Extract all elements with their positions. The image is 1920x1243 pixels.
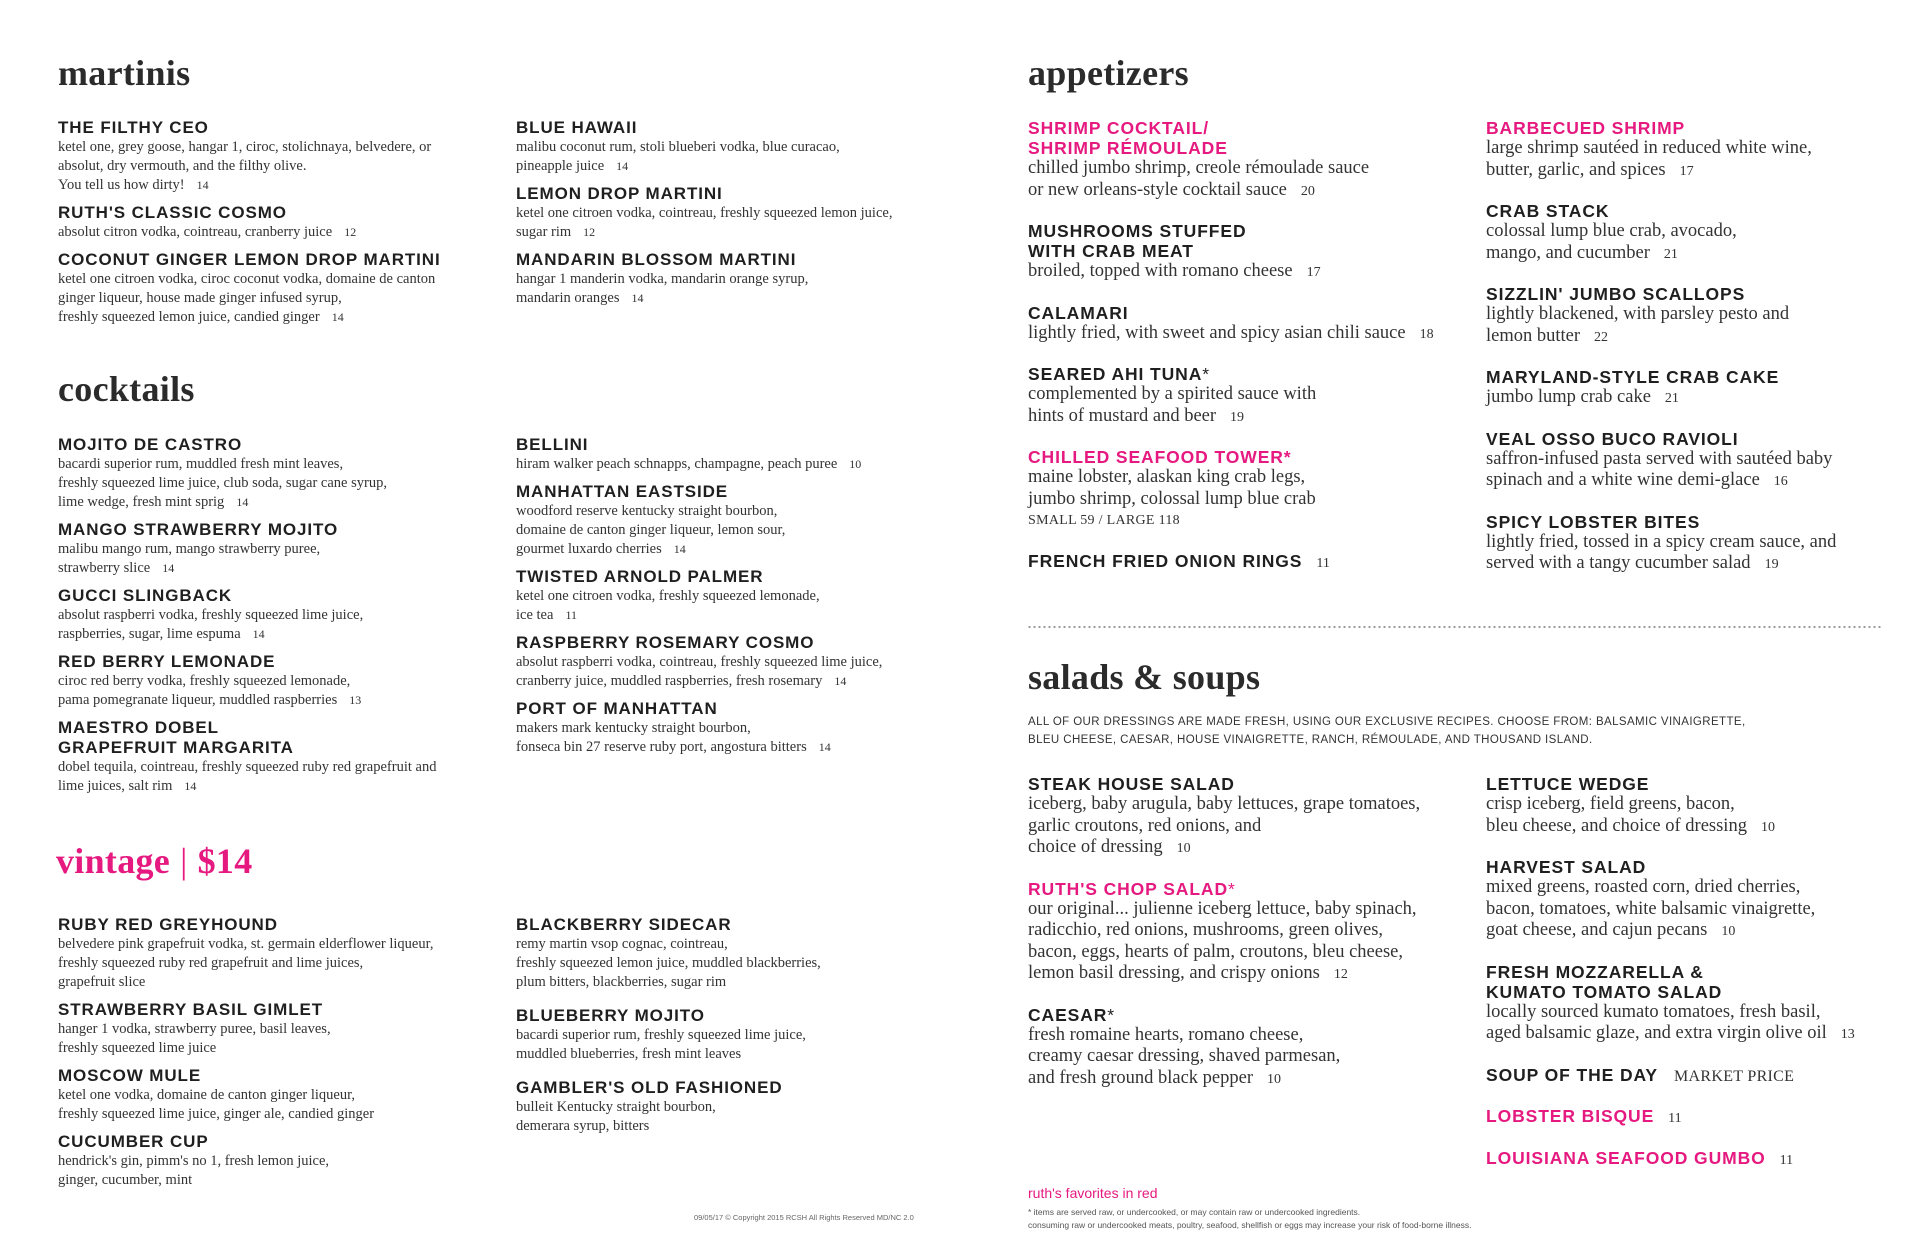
item-price: 17 xyxy=(1679,163,1694,179)
item-description-text: absolut citron vodka, cointreau, cranberry juice xyxy=(58,224,333,240)
menu-item xyxy=(1486,284,1886,348)
item-price: 20 xyxy=(1300,183,1315,199)
item-price: 13 xyxy=(349,693,362,707)
menu-item xyxy=(516,435,956,474)
menu-item xyxy=(516,184,956,242)
menu-item xyxy=(516,482,956,559)
item-description xyxy=(516,502,956,559)
vintage-separator: | xyxy=(180,841,188,881)
item-price: 13 xyxy=(1840,1027,1855,1042)
item-description xyxy=(1028,899,1468,986)
item-name xyxy=(58,1132,498,1152)
item-name xyxy=(516,184,956,204)
item-name xyxy=(1486,118,1886,138)
appetizers-heading: appetizers xyxy=(1028,53,1189,93)
vintage-right-column xyxy=(516,915,956,1150)
item-description xyxy=(58,138,498,195)
item-description xyxy=(1486,138,1886,182)
menu-item xyxy=(1028,551,1468,574)
item-description-text: lightly fried, tossed in a spicy cream sauce, and served with a tangy cucumber salad xyxy=(1486,531,1837,573)
item-description xyxy=(58,1152,498,1190)
menu-item xyxy=(58,652,498,710)
item-name-text: VEAL OSSO BUCO RAVIOLI xyxy=(1486,428,1739,449)
item-name-text: RUTH'S CHOP SALAD xyxy=(1028,878,1228,899)
item-price: 19 xyxy=(1230,409,1245,425)
item-name xyxy=(1028,118,1468,158)
item-description xyxy=(58,455,498,512)
item-description-text: hendrick's gin, pimm's no 1, fresh lemon juice, ginger, cucumber, mint xyxy=(58,1153,330,1188)
item-description xyxy=(516,270,956,308)
item-name xyxy=(516,633,956,653)
item-description-text: malibu mango rum, mango strawberry puree, strawberry slice xyxy=(58,541,321,576)
item-name xyxy=(58,915,498,935)
item-name-text: LETTUCE WEDGE xyxy=(1486,774,1650,794)
menu-item xyxy=(1486,1106,1906,1129)
item-description-text: chilled jumbo shrimp, creole rémoulade sauce or new orleans-style cocktail sauce xyxy=(1028,158,1370,200)
item-name xyxy=(58,586,498,606)
item-name-text: FRESH MOZZARELLA & KUMATO TOMATO SALAD xyxy=(1486,961,1723,1002)
item-name xyxy=(1028,1005,1468,1025)
item-name-text: MAESTRO DOBEL GRAPEFRUIT MARGARITA xyxy=(58,718,294,757)
item-description xyxy=(58,540,498,578)
item-description xyxy=(1028,1025,1468,1091)
item-price: 14 xyxy=(236,495,249,509)
item-name-text: RED BERRY LEMONADE xyxy=(58,652,276,671)
item-price: 21 xyxy=(1664,391,1679,406)
item-name-text: COCONUT GINGER LEMON DROP MARTINI xyxy=(58,250,441,269)
item-price: 10 xyxy=(1176,841,1191,856)
item-description xyxy=(1028,323,1468,346)
item-description-text: ketel one vodka, domaine de canton ginger liqueur, freshly squeezed lime juice, ginger ale, candied ginger xyxy=(58,1087,375,1122)
martinis-right-column xyxy=(516,118,956,316)
item-description-text: jumbo lump crab cake xyxy=(1486,387,1651,407)
item-name xyxy=(516,567,956,587)
item-description xyxy=(516,455,956,474)
item-name-text: SHRIMP COCKTAIL/ SHRIMP RÉMOULADE xyxy=(1028,118,1228,158)
item-description xyxy=(1028,158,1468,202)
item-name-text: SEARED AHI TUNA xyxy=(1028,364,1203,384)
item-price: 14 xyxy=(162,561,175,575)
item-price: 22 xyxy=(1594,329,1609,345)
item-description-text: crisp iceberg, field greens, bacon, bleu cheese, and choice of dressing xyxy=(1486,794,1747,836)
item-description-text: woodford reserve kentucky straight bourbon, domaine de canton ginger liqueur, lemon sour, gourmet luxardo cherries xyxy=(516,503,786,557)
item-description xyxy=(516,653,956,691)
item-description-text: mixed greens, roasted corn, dried cherries, bacon, tomatoes, white balsamic vinaigrette, goat cheese, and cajun pecans xyxy=(1486,877,1816,940)
item-description xyxy=(1486,877,1906,943)
item-description xyxy=(58,270,498,327)
item-description xyxy=(58,672,498,710)
item-name-text: GAMBLER'S OLD FASHIONED xyxy=(516,1078,783,1097)
item-name-text: MANGO STRAWBERRY MOJITO xyxy=(58,520,339,539)
item-name xyxy=(1028,303,1468,323)
item-name xyxy=(1028,364,1468,384)
item-name-text: THE FILTHY CEO xyxy=(58,118,209,137)
item-name-text: RUBY RED GREYHOUND xyxy=(58,915,278,934)
salads-soups-heading: salads & soups xyxy=(1028,657,1261,697)
item-name-text: LEMON DROP MARTINI xyxy=(516,184,723,203)
item-name xyxy=(516,915,956,935)
menu-item xyxy=(1028,303,1468,346)
menu-item xyxy=(58,520,498,578)
item-price: 12 xyxy=(1333,967,1348,982)
menu-item xyxy=(516,1006,956,1064)
item-name-text: GUCCI SLINGBACK xyxy=(58,586,233,605)
item-name-text: MOSCOW MULE xyxy=(58,1066,202,1085)
item-name xyxy=(1486,962,1906,1002)
favorites-legend: ruth's favorites in red xyxy=(1028,1185,1158,1201)
item-description-text: bacardi superior rum, freshly squeezed lime juice, muddled blueberries, fresh mint leaves xyxy=(516,1027,806,1062)
item-name xyxy=(1028,221,1468,261)
raw-item-asterisk: * xyxy=(1107,1004,1115,1025)
salads-right-column xyxy=(1486,774,1906,1190)
item-name-text: BLACKBERRY SIDECAR xyxy=(516,915,732,934)
item-description xyxy=(516,587,956,625)
item-description-text: complemented by a spirited sauce with hints of mustard and beer xyxy=(1028,384,1317,426)
menu-item xyxy=(1486,962,1906,1046)
item-name-text: SPICY LOBSTER BITES xyxy=(1486,511,1701,532)
item-description-text: saffron-infused pasta served with sautéed baby spinach and a white wine demi-glace xyxy=(1486,448,1833,490)
cocktails-left-column xyxy=(58,435,498,804)
item-name-text: STEAK HOUSE SALAD xyxy=(1028,774,1235,794)
dressing-note: ALL OF OUR DRESSINGS ARE MADE FRESH, USING OUR EXCLUSIVE RECIPES. CHOOSE FROM: BALSAMIC VINAIGRETTE, BLEU CHEESE, CAESAR, HOUSE VINAIGRETTE, RANCH, RÉMOULADE, AND THOUSAND ISLAND. xyxy=(1028,716,1746,746)
item-description-text: hangar 1 manderin vodka, mandarin orange syrup, mandarin oranges xyxy=(516,271,809,306)
item-description-text: maine lobster, alaskan king crab legs, jumbo shrimp, colossal lump blue crab xyxy=(1028,467,1316,509)
item-name xyxy=(1028,551,1468,574)
item-description xyxy=(1028,794,1468,860)
item-description xyxy=(516,1026,956,1064)
item-description xyxy=(1486,304,1886,348)
item-price: 17 xyxy=(1306,265,1321,280)
menu-item xyxy=(1486,118,1886,182)
menu-item xyxy=(58,718,498,796)
item-name-text: BLUE HAWAII xyxy=(516,118,638,137)
item-price: 19 xyxy=(1764,557,1779,572)
item-description-text: absolut raspberri vodka, cointreau, freshly squeezed lime juice, cranberry juice, muddled raspberries, fresh rosemary xyxy=(516,654,883,689)
menu-item xyxy=(1028,118,1468,202)
item-description-text: hanger 1 vodka, strawberry puree, basil leaves, freshly squeezed lime juice xyxy=(58,1021,331,1056)
item-name xyxy=(58,435,498,455)
item-name xyxy=(516,118,956,138)
menu-item xyxy=(516,567,956,625)
item-price: 14 xyxy=(184,779,197,793)
item-name xyxy=(58,652,498,672)
menu-item xyxy=(58,1066,498,1124)
item-size-prices: SMALL 59 / LARGE 118 xyxy=(1028,513,1180,528)
item-price: 11 xyxy=(1668,1110,1682,1126)
item-price: 14 xyxy=(196,178,209,192)
item-description-text: absolut raspberri vodka, freshly squeezed lime juice, raspberries, sugar, lime espuma xyxy=(58,607,364,642)
item-name-text: SIZZLIN' JUMBO SCALLOPS xyxy=(1486,284,1746,304)
menu-item xyxy=(1486,774,1906,838)
item-description-text: ketel one citroen vodka, ciroc coconut vodka, domaine de canton ginger liqueur, house made ginger infused syrup, freshly squeezed lemon juice, candied ginger xyxy=(58,271,436,325)
item-name xyxy=(516,435,956,455)
item-name xyxy=(1486,201,1886,221)
item-description xyxy=(1486,221,1886,265)
item-description xyxy=(1486,387,1886,410)
raw-item-asterisk: * xyxy=(1227,878,1235,899)
item-name-text: PORT OF MANHATTAN xyxy=(516,699,718,718)
item-price: 10 xyxy=(1721,924,1736,939)
item-description-text: makers mark kentucky straight bourbon, fonseca bin 27 reserve ruby port, angostura bitters xyxy=(516,720,807,755)
item-name-text: CAESAR xyxy=(1028,1004,1108,1025)
item-name-text: CUCUMBER CUP xyxy=(58,1132,209,1151)
item-name xyxy=(1028,447,1468,467)
item-name-text: RASPBERRY ROSEMARY COSMO xyxy=(516,633,815,652)
item-description xyxy=(1486,794,1906,838)
item-name-text: MANHATTAN EASTSIDE xyxy=(516,482,729,501)
item-price: 11 xyxy=(1779,1152,1794,1168)
item-description-text: broiled, topped with romano cheese xyxy=(1028,261,1293,281)
menu-item xyxy=(1486,512,1886,576)
item-name xyxy=(516,699,956,719)
menu-item xyxy=(1028,1005,1468,1091)
item-price: 18 xyxy=(1419,326,1434,342)
item-name xyxy=(1486,774,1906,794)
item-name xyxy=(1486,367,1886,387)
item-description-text: ketel one citroen vodka, freshly squeezed lemonade, ice tea xyxy=(516,588,820,623)
salads-left-column xyxy=(1028,774,1468,1109)
item-price: 14 xyxy=(631,291,644,305)
item-description-text: belvedere pink grapefruit vodka, st. germain elderflower liqueur, freshly squeezed ruby red grapefruit and lime juices, grapefruit slice xyxy=(58,936,434,990)
item-description xyxy=(58,1020,498,1058)
item-description-text: lightly blackened, with parsley pesto and lemon butter xyxy=(1486,304,1790,346)
item-name-text: MANDARIN BLOSSOM MARTINI xyxy=(516,250,797,269)
item-description-text: iceberg, baby arugula, baby lettuces, grape tomatoes, garlic croutons, red onions, and choice of dressing xyxy=(1028,794,1421,857)
item-description xyxy=(516,935,956,992)
menu-item xyxy=(58,435,498,512)
item-description xyxy=(1486,532,1886,576)
appetizers-left-column xyxy=(1028,118,1468,593)
vintage-heading xyxy=(56,840,253,882)
item-name xyxy=(58,250,498,270)
menu-item xyxy=(516,250,956,308)
raw-item-asterisk: * xyxy=(1202,364,1210,384)
menu-item xyxy=(1028,879,1468,986)
item-description xyxy=(58,606,498,644)
menu-item xyxy=(58,250,498,327)
disclaimer-line-1: * items are served raw, or undercooked, or may contain raw or undercooked ingredients. xyxy=(1028,1207,1361,1217)
item-name-text: LOUISIANA SEAFOOD GUMBO xyxy=(1486,1147,1766,1168)
item-description-text: locally sourced kumato tomatoes, fresh basil, aged balsamic glaze, and extra virgin olive oil xyxy=(1486,1001,1827,1043)
menu-item xyxy=(58,118,498,195)
item-description xyxy=(58,223,498,242)
menu-item xyxy=(1028,774,1468,860)
item-price: 10 xyxy=(1760,819,1775,835)
item-description-text: ketel one, grey goose, hangar 1, ciroc, stolichnaya, belvedere, or absolut, dry vermouth, and the filthy olive. You tell us how dirty! xyxy=(58,139,432,193)
item-name xyxy=(1486,512,1886,532)
item-description xyxy=(516,719,956,757)
item-price: 10 xyxy=(1267,1071,1281,1087)
item-description xyxy=(58,935,498,992)
item-description xyxy=(1486,449,1886,493)
item-description-text: bulleit Kentucky straight bourbon, demerara syrup, bitters xyxy=(516,1099,716,1134)
item-description-text: malibu coconut rum, stoli blueberi vodka, blue curacao, pineapple juice xyxy=(516,139,840,174)
menu-item xyxy=(516,915,956,992)
item-description-text: ciroc red berry vodka, freshly squeezed lemonade, pama pomegranate liqueur, muddled raspberries xyxy=(58,673,351,708)
item-name-text: TWISTED ARNOLD PALMER xyxy=(516,567,764,586)
item-name xyxy=(1486,1148,1906,1171)
item-description-text: large shrimp sautéed in reduced white wine, butter, garlic, and spices xyxy=(1486,138,1812,180)
menu-item xyxy=(1028,364,1468,428)
menu-item xyxy=(1486,1148,1906,1171)
menu-item xyxy=(58,1000,498,1058)
item-name-text: BARBECUED SHRIMP xyxy=(1486,118,1686,138)
item-description-text: lightly fried, with sweet and spicy asian chili sauce xyxy=(1028,322,1406,343)
item-price: 14 xyxy=(673,542,686,556)
item-description xyxy=(516,1098,956,1136)
item-description xyxy=(516,138,956,176)
item-name-text: MARYLAND-STYLE CRAB CAKE xyxy=(1486,367,1780,387)
item-description xyxy=(1486,1002,1906,1046)
item-price: 11 xyxy=(1316,555,1330,571)
item-name xyxy=(516,482,956,502)
vintage-label: vintage xyxy=(56,841,171,881)
menu-item xyxy=(58,586,498,644)
item-description-text: fresh romaine hearts, romano cheese, creamy caesar dressing, shaved parmesan, and fresh ground black pepper xyxy=(1028,1024,1341,1088)
item-name xyxy=(58,1066,498,1086)
item-name-text: SOUP OF THE DAY xyxy=(1486,1064,1659,1085)
item-name-text: RUTH'S CLASSIC COSMO xyxy=(58,203,287,222)
item-name-text: STRAWBERRY BASIL GIMLET xyxy=(58,1000,324,1019)
item-price: 11 xyxy=(565,608,577,622)
item-name xyxy=(1028,879,1468,899)
item-name xyxy=(1486,429,1886,449)
item-name-text: LOBSTER BISQUE xyxy=(1486,1105,1655,1126)
item-name-text: BELLINI xyxy=(516,435,589,454)
menu-item xyxy=(516,1078,956,1136)
item-name-text: CHILLED SEAFOOD TOWER* xyxy=(1028,447,1292,467)
item-name xyxy=(1486,857,1906,877)
menu-item xyxy=(58,1132,498,1190)
item-name-text: CALAMARI xyxy=(1028,302,1129,323)
disclaimer-line-2: consuming raw or undercooked meats, poultry, seafood, shellfish or eggs may increase your risk of food-borne illness. xyxy=(1028,1220,1472,1230)
item-name xyxy=(58,203,498,223)
martinis-left-column xyxy=(58,118,498,335)
item-name xyxy=(58,118,498,138)
item-name xyxy=(1028,774,1468,794)
menu-item xyxy=(516,633,956,691)
menu-item xyxy=(1486,429,1886,493)
item-price: 14 xyxy=(252,627,265,641)
item-description xyxy=(58,758,498,796)
item-name-text: MUSHROOMS STUFFED WITH CRAB MEAT xyxy=(1028,221,1247,261)
item-description-text: dobel tequila, cointreau, freshly squeezed ruby red grapefruit and lime juices, salt rim xyxy=(58,759,437,794)
item-name xyxy=(58,718,498,758)
item-name-text: MOJITO DE CASTRO xyxy=(58,435,243,454)
item-description xyxy=(1028,384,1468,428)
menu-item xyxy=(1486,857,1906,943)
menu-item xyxy=(58,203,498,242)
cocktails-heading: cocktails xyxy=(58,369,195,409)
item-name xyxy=(58,520,498,540)
item-price: 16 xyxy=(1773,474,1788,489)
item-price: 12 xyxy=(344,225,357,239)
item-price: 14 xyxy=(616,159,629,173)
item-description-text: colossal lump blue crab, avocado, mango, and cucumber xyxy=(1486,221,1737,263)
item-price: 14 xyxy=(834,674,847,688)
item-name xyxy=(1486,1065,1906,1087)
menu-item xyxy=(516,118,956,176)
item-name-text: FRENCH FRIED ONION RINGS xyxy=(1028,550,1303,571)
item-name-text: CRAB STACK xyxy=(1486,201,1610,221)
item-price: 21 xyxy=(1663,246,1678,262)
item-name-text: BLUEBERRY MOJITO xyxy=(516,1006,705,1025)
item-name xyxy=(516,1078,956,1098)
item-description xyxy=(1028,467,1468,532)
item-description xyxy=(58,1086,498,1124)
section-divider xyxy=(1027,624,1882,630)
menu-item xyxy=(1486,367,1886,410)
copyright-notice: 09/05/17 © Copyright 2015 RCSH All Rights Reserved MD/NC 2.0 xyxy=(694,1213,914,1222)
item-name xyxy=(516,250,956,270)
item-name xyxy=(516,1006,956,1026)
vintage-price: $14 xyxy=(197,841,253,881)
item-name xyxy=(1486,284,1886,304)
item-price: 10 xyxy=(849,457,862,471)
item-price: 12 xyxy=(583,225,596,239)
menu-item xyxy=(1486,1065,1906,1087)
item-price: 14 xyxy=(818,740,831,754)
item-description xyxy=(516,204,956,242)
food-safety-disclaimer xyxy=(1028,1206,1471,1232)
market-price: MARKET PRICE xyxy=(1674,1067,1795,1085)
menu-item xyxy=(58,915,498,992)
item-name xyxy=(1486,1106,1906,1129)
item-description-text: bacardi superior rum, muddled fresh mint leaves, freshly squeezed lime juice, club soda, sugar cane syrup, lime wedge, fresh mint sprig xyxy=(58,456,387,510)
menu-item xyxy=(1486,201,1886,265)
menu-item xyxy=(516,699,956,757)
cocktails-right-column xyxy=(516,435,956,765)
menu-item xyxy=(1028,447,1468,532)
menu-item xyxy=(1028,221,1468,284)
item-name-text: HARVEST SALAD xyxy=(1486,857,1647,877)
item-description-text: hiram walker peach schnapps, champagne, peach puree xyxy=(516,456,838,472)
vintage-left-column xyxy=(58,915,498,1198)
item-description-text: our original... julienne iceberg lettuce, baby spinach, radicchio, red onions, mushrooms, green olives, bacon, eggs, hearts of palm, croutons, bleu cheese, lemon basil dressing, and crispy onions xyxy=(1028,898,1417,983)
item-description xyxy=(1028,261,1468,284)
item-description-text: remy martin vsop cognac, cointreau, freshly squeezed lemon juice, muddled blackberries, plum bitters, blackberries, sugar rim xyxy=(516,936,821,990)
item-price: 14 xyxy=(331,310,344,324)
item-description-text: ketel one citroen vodka, cointreau, freshly squeezed lemon juice, sugar rim xyxy=(516,205,893,240)
appetizers-right-column xyxy=(1486,118,1886,595)
item-name xyxy=(58,1000,498,1020)
martinis-heading: martinis xyxy=(58,53,191,93)
